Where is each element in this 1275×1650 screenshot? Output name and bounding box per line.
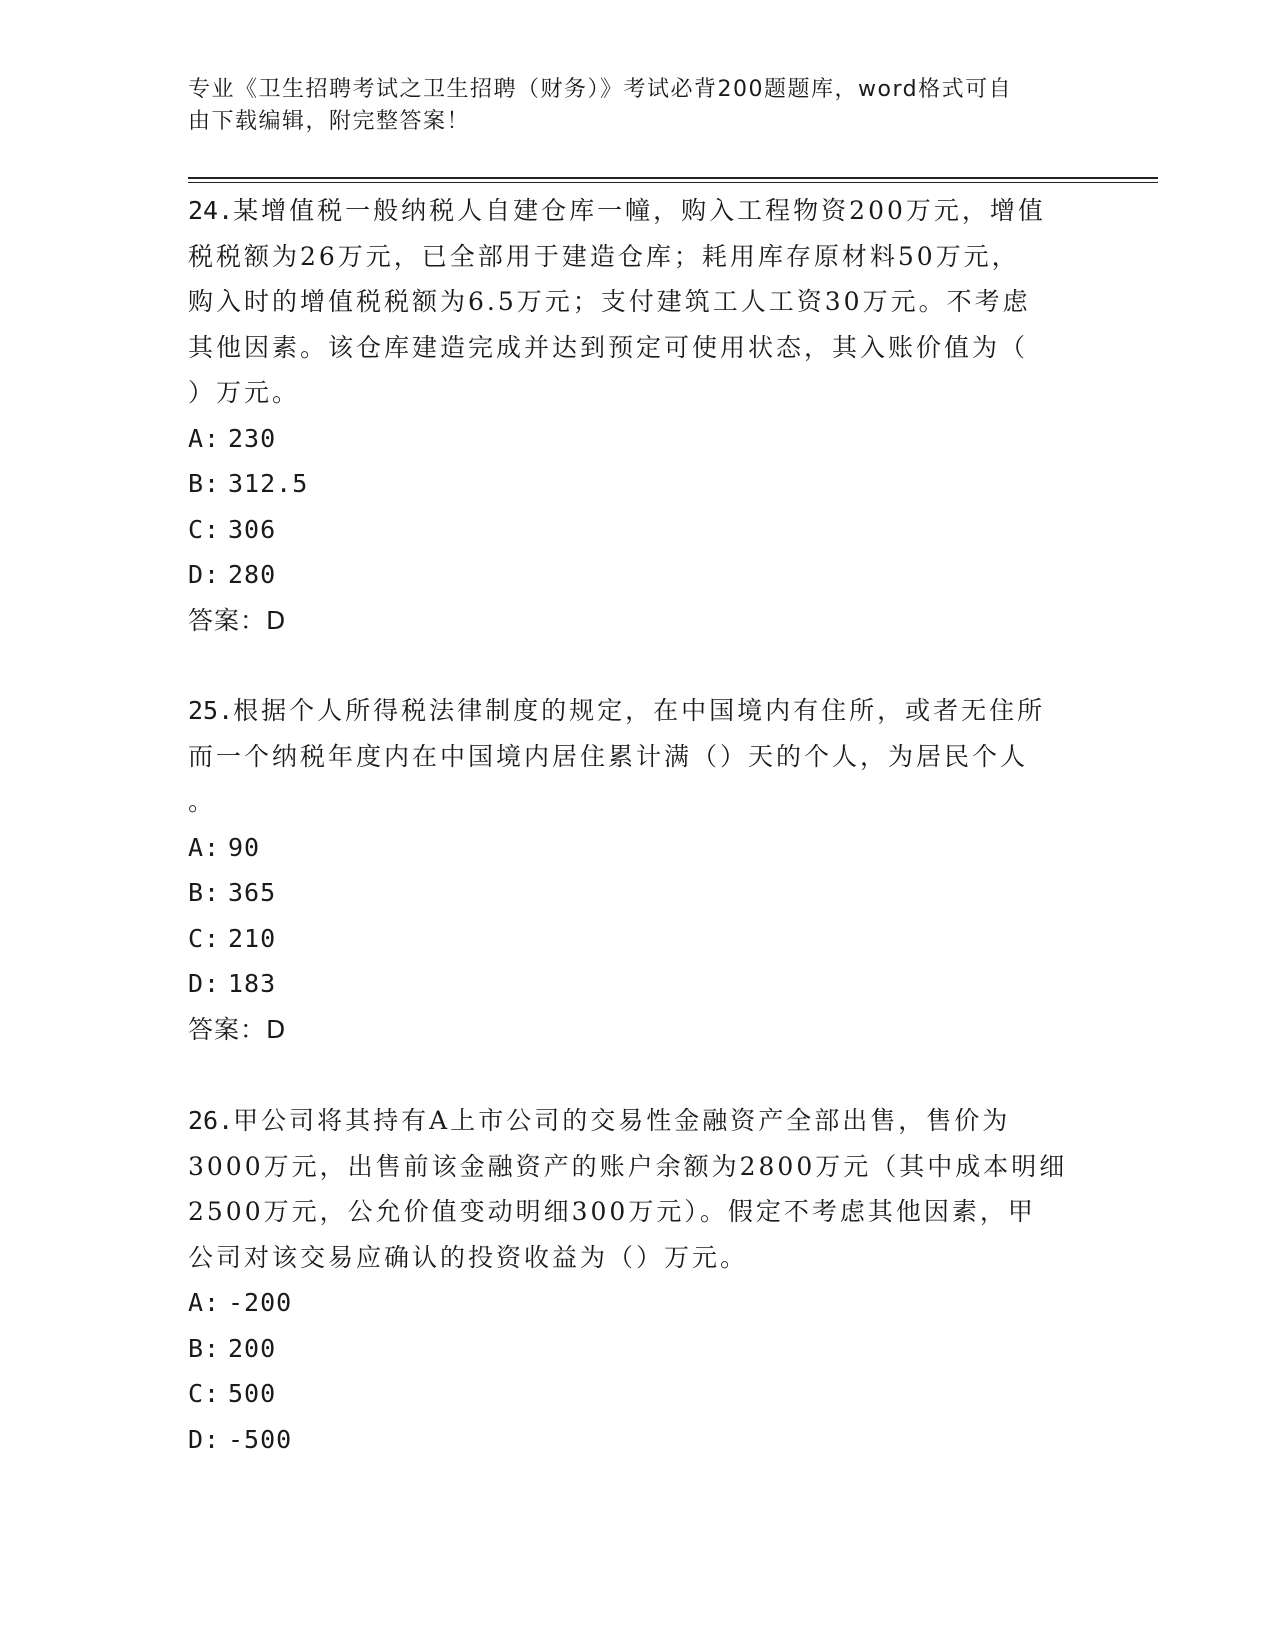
option-letter: A: bbox=[188, 423, 221, 453]
question-26 bbox=[188, 1098, 1088, 1462]
stem-line: 甲公司将其持有A上市公司的交易性金融资产全部出售，售价为 bbox=[233, 1106, 1011, 1135]
option-c bbox=[188, 916, 1088, 962]
option-value: 200 bbox=[228, 1333, 277, 1363]
header-divider-thin bbox=[188, 182, 1158, 183]
stem-line: 。 bbox=[188, 787, 217, 816]
option-value: -200 bbox=[228, 1288, 293, 1317]
option-letter: C: bbox=[188, 514, 221, 544]
option-c bbox=[188, 507, 1088, 553]
header-line-2: 由下载编辑，附完整答案！ bbox=[188, 109, 471, 134]
stem-line: 而一个纳税年度内在中国境内居住累计满（）天的个人，为居民个人 bbox=[188, 741, 1029, 771]
option-value: 306 bbox=[228, 514, 277, 544]
option-letter: C: bbox=[188, 923, 221, 953]
stem-line: 税税额为26万元，已全部用于建造仓库；耗用库存原材料50万元， bbox=[188, 241, 1020, 271]
option-d bbox=[188, 552, 1088, 598]
question-stem bbox=[188, 688, 1088, 825]
option-d bbox=[188, 961, 1088, 1007]
option-value: 312.5 bbox=[228, 469, 309, 498]
stem-line: ）万元。 bbox=[188, 378, 301, 407]
stem-line: 3000万元，出售前该金融资产的账户余额为2800万元（其中成本明细 bbox=[188, 1151, 1068, 1181]
stem-line: 根据个人所得税法律制度的规定，在中国境内有住所，或者无住所 bbox=[233, 696, 1046, 725]
option-a bbox=[188, 825, 1088, 871]
header-divider-thick bbox=[188, 177, 1158, 179]
stem-line: 公司对该交易应确认的投资收益为（）万元。 bbox=[188, 1242, 749, 1272]
question-number: 26. bbox=[188, 1106, 234, 1135]
header-line-1: 专业《卫生招聘考试之卫生招聘（财务）》考试必背200题题库，word格式可自 bbox=[188, 77, 1013, 102]
option-letter: D: bbox=[188, 560, 221, 589]
option-letter: C: bbox=[188, 1379, 221, 1408]
option-value: 280 bbox=[228, 560, 277, 589]
option-value: 365 bbox=[228, 878, 277, 907]
option-letter: A: bbox=[188, 1288, 221, 1317]
question-number: 24. bbox=[188, 196, 234, 225]
option-letter: D: bbox=[188, 969, 221, 998]
answer-line: 答案：D bbox=[188, 605, 287, 635]
option-value: 210 bbox=[228, 923, 277, 953]
option-b bbox=[188, 870, 1088, 916]
stem-line: 某增值税一般纳税人自建仓库一幢，购入工程物资200万元，增值 bbox=[233, 196, 1046, 225]
question-number: 25. bbox=[188, 696, 234, 725]
option-b bbox=[188, 461, 1088, 507]
option-value: 90 bbox=[228, 832, 261, 862]
option-b bbox=[188, 1326, 1088, 1372]
option-c bbox=[188, 1371, 1088, 1417]
option-letter: B: bbox=[188, 878, 221, 907]
stem-line: 购入时的增值税税额为6.5万元；支付建筑工人工资30万元。不考虑 bbox=[188, 287, 1031, 316]
question-24 bbox=[188, 188, 1088, 643]
option-letter: D: bbox=[188, 1424, 221, 1454]
question-stem bbox=[188, 1098, 1088, 1280]
answer-line: 答案：D bbox=[188, 1014, 287, 1044]
option-d bbox=[188, 1417, 1088, 1463]
option-letter: B: bbox=[188, 469, 221, 498]
option-value: 183 bbox=[228, 969, 277, 998]
option-a bbox=[188, 416, 1088, 462]
option-value: 500 bbox=[228, 1379, 277, 1408]
question-25 bbox=[188, 688, 1088, 1052]
option-letter: B: bbox=[188, 1333, 221, 1363]
option-letter: A: bbox=[188, 832, 221, 862]
question-stem bbox=[188, 188, 1088, 416]
option-value: -500 bbox=[228, 1424, 293, 1454]
stem-line: 2500万元，公允价值变动明细300万元）。假定不考虑其他因素，甲 bbox=[188, 1197, 1036, 1226]
stem-line: 其他因素。该仓库建造完成并达到预定可使用状态，其入账价值为（ bbox=[188, 332, 1029, 362]
option-value: 230 bbox=[228, 423, 277, 453]
document-header bbox=[188, 74, 1088, 138]
option-a bbox=[188, 1280, 1088, 1326]
